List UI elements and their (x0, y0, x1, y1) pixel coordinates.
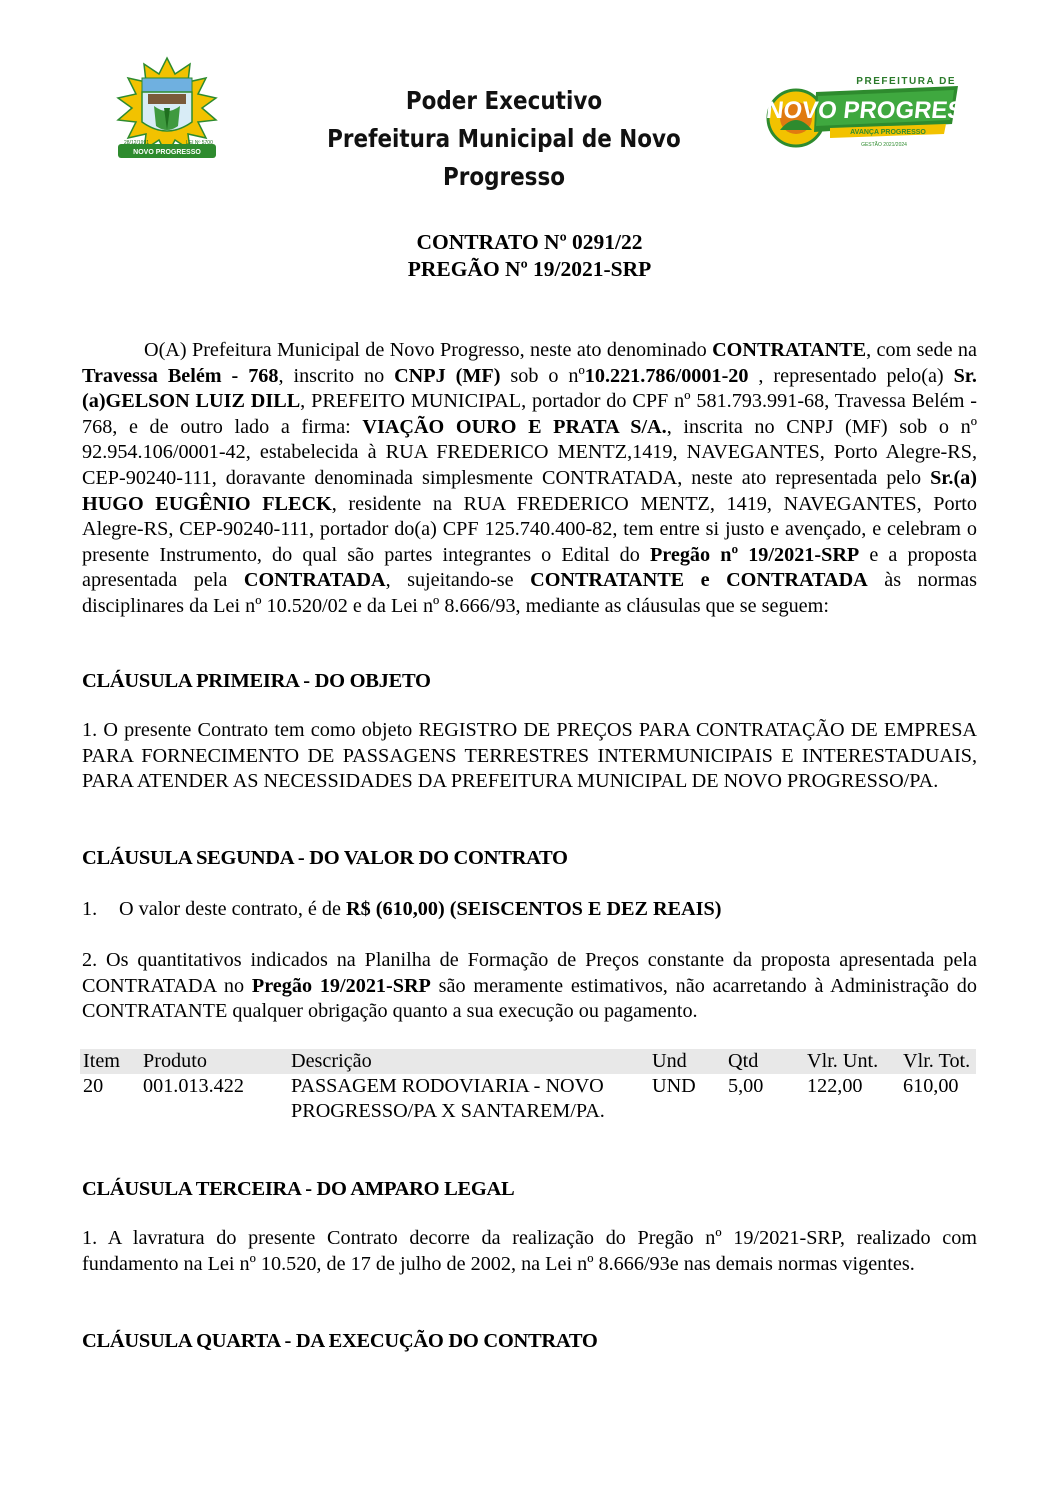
clause1-heading: CLÁUSULA PRIMEIRA - DO OBJETO (82, 670, 431, 692)
cell-description: PASSAGEM RODOVIARIA - NOVO PROGRESSO/PA X SANTAREM/PA. (291, 1075, 605, 1122)
cell-item: 20 (83, 1075, 104, 1097)
table-header-row (80, 1049, 976, 1074)
clause2-heading: CLÁUSULA SEGUNDA - DO VALOR DO CONTRATO (82, 847, 568, 869)
intro-paragraph: O(A) Prefeitura Municipal de Novo Progresso, neste ato denominado CONTRATANTE, com sede na Travessa Belém - 768, inscrito no CNPJ (MF) sob o nº10.221.786/0001-20 , representado pelo(a) Sr.(a)GELSON LUIZ DILL, PREFEITO MUNICIPAL, portador do CPF nº 581.793.991-68, Travessa Belém - 768, e de outro lado a firma: VIAÇÃO OURO E PRATA S/A., inscrita no CNPJ (MF) sob o nº 92.954.106/0001-42, estabelecida à RUA FREDERICO MENTZ,1419, NAVEGANTES, Porto Alegre-RS, CEP-90240-111, doravante denominada simplesmente CONTRATADA, neste ato representada pelo Sr.(a) HUGO EUGÊNIO FLECK, residente na RUA FREDERICO MENTZ, 1419, NAVEGANTES, Porto Alegre-RS, CEP-90240-111, portador do(a) CPF 125.740.400-82, tem entre si justo e avençado, e celebram o presente Instrumento, do qual são partes integrantes o Edital do Pregão nº 19/2021-SRP e a proposta apresentada pela CONTRATADA, sujeitando-se CONTRATANTE e CONTRATADA às normas disciplinares da Lei nº 10.520/02 e da Lei nº 8.666/93, mediante as cláusulas que se seguem: (82, 339, 978, 617)
clause1-text: 1. O presente Contrato tem como objeto REGISTRO DE PREÇOS PARA CONTRATAÇÃO DE EMPRESA PARA FORNECIMENTO DE PASSAGENS TERRESTRES INTERMUNICIPAIS E INTERESTADUAIS, PARA ATENDER AS NECESSIDADES DA PREFEITURA MUNICIPAL DE NOVO PROGRESSO/PA. (82, 719, 977, 793)
items-table (80, 1049, 976, 1124)
logo-prefix: PREFEITURA DE (856, 76, 956, 87)
col-header-product: Produto (140, 1049, 288, 1074)
letterhead-line1: Poder Executivo (405, 86, 603, 115)
col-header-quantity: Qtd (725, 1049, 804, 1074)
clause2-item1: 1. O valor deste contrato, é de R$ (610,00) (SEISCENTOS E DEZ REAIS) (82, 898, 722, 920)
brasao-date-left: 28/12/1991 (124, 140, 150, 146)
logo-slogan-text: AVANÇA PROGRESSO (850, 129, 926, 136)
col-header-description: Descrição (288, 1049, 649, 1074)
clause2-item2: 2. Os quantitativos indicados na Planilha de Formação de Preços constante da proposta apresentada pela CONTRATADA no Pregão 19/2021-SRP são meramente estimativos, não acarretando à Administração do CONTRATANTE qualquer obrigação quanto a sua execução ou pagamento. (82, 949, 977, 1023)
table-row (80, 1074, 976, 1124)
col-header-unit: Und (649, 1049, 725, 1074)
clause3-text: 1. A lavratura do presente Contrato decorre da realização do Pregão nº 19/2021-SRP, realizado com fundamento na Lei nº 10.520, de 17 de julho de 2002, na Lei nº 8.666/93e nas demais normas vigentes. (82, 1227, 977, 1275)
brasao-date-right: LEI Nº 5700 (186, 140, 213, 146)
clause3-heading: CLÁUSULA TERCEIRA - DO AMPARO LEGAL (82, 1178, 515, 1200)
cell-quantity: 5,00 (728, 1075, 764, 1097)
brasao-ribbon-text: NOVO PROGRESSO (133, 149, 201, 156)
letterhead-text (230, 82, 778, 196)
logo-term-text: GESTÃO 2021/2024 (861, 142, 907, 148)
letterhead-line2: Prefeitura Municipal de Novo Progresso (327, 124, 681, 191)
contract-number: CONTRATO Nº 0291/22 (416, 230, 643, 254)
logo-name-text: NOVO PROGRESSO (764, 97, 1000, 124)
cell-unit-price: 122,00 (807, 1075, 863, 1097)
col-header-total-price: Vlr. Tot. (900, 1049, 976, 1074)
coat-of-arms-icon (108, 56, 226, 168)
col-header-item: Item (80, 1049, 140, 1074)
col-header-unit-price: Vlr. Unt. (804, 1049, 900, 1074)
cell-total-price: 610,00 (903, 1075, 959, 1097)
pregao-number: PREGÃO Nº 19/2021-SRP (407, 257, 652, 281)
cell-product: 001.013.422 (143, 1075, 244, 1097)
administration-logo (764, 74, 1000, 154)
letterhead (0, 0, 1059, 191)
clause4-heading: CLÁUSULA QUARTA - DA EXECUÇÃO DO CONTRATO (82, 1330, 598, 1352)
cell-unit: UND (652, 1075, 696, 1097)
